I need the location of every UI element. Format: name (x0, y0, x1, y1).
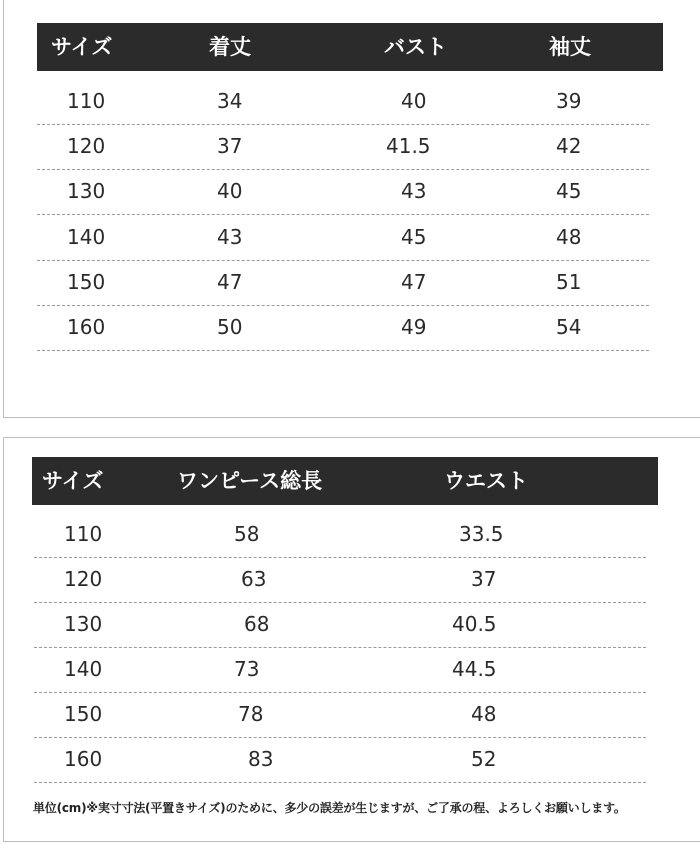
cell-length: 37 (217, 134, 243, 158)
cell-waist: 40.5 (452, 612, 497, 636)
cell-size: 110 (64, 522, 103, 546)
cell-size: 150 (64, 702, 103, 726)
cell-sleeve: 45 (556, 179, 582, 203)
table-row (37, 169, 649, 215)
cell-waist: 33.5 (459, 522, 504, 546)
measurement-note: 単位(cm)※実寸寸法(平置きサイズ)のために、多少の誤差が生じますが、ご了承の程、よろしくお願いします。 (33, 801, 626, 815)
cell-size: 120 (64, 567, 103, 591)
header-length: 着丈 (209, 35, 251, 59)
table-row (34, 737, 646, 783)
header-sleeve: 袖丈 (549, 35, 591, 59)
cell-size: 160 (67, 315, 106, 339)
table-row (37, 124, 649, 170)
cell-sleeve: 48 (556, 225, 582, 249)
cell-dress-length: 83 (248, 747, 274, 771)
cell-waist: 48 (471, 702, 497, 726)
cell-size: 150 (67, 270, 106, 294)
cell-size: 140 (64, 657, 103, 681)
cell-bust: 43 (401, 179, 427, 203)
cell-dress-length: 63 (241, 567, 267, 591)
cell-bust: 45 (401, 225, 427, 249)
cell-size: 120 (67, 134, 106, 158)
cell-sleeve: 39 (556, 89, 582, 113)
table-row (34, 512, 646, 558)
cell-sleeve: 51 (556, 270, 582, 294)
cell-sleeve: 54 (556, 315, 582, 339)
header-size: サイズ (42, 469, 104, 493)
cell-bust: 41.5 (386, 134, 431, 158)
table-row (37, 215, 649, 261)
cell-waist: 37 (471, 567, 497, 591)
cell-length: 34 (217, 89, 243, 113)
table-row (37, 305, 649, 351)
cell-size: 130 (67, 179, 106, 203)
cell-size: 130 (64, 612, 103, 636)
table-row (34, 602, 646, 648)
cell-length: 40 (217, 179, 243, 203)
table-row (37, 79, 649, 125)
table-row (34, 557, 646, 603)
cell-size: 160 (64, 747, 103, 771)
cell-dress-length: 78 (238, 702, 264, 726)
size-table-top-header (37, 23, 663, 71)
cell-size: 140 (67, 225, 106, 249)
cell-dress-length: 73 (234, 657, 260, 681)
cell-length: 43 (217, 225, 243, 249)
table-row (37, 260, 649, 306)
cell-dress-length: 68 (244, 612, 270, 636)
cell-length: 50 (217, 315, 243, 339)
header-bust: バスト (384, 35, 447, 59)
cell-dress-length: 58 (234, 522, 260, 546)
cell-waist: 44.5 (452, 657, 497, 681)
cell-bust: 40 (401, 89, 427, 113)
header-size: サイズ (51, 35, 113, 59)
cell-sleeve: 42 (556, 134, 582, 158)
size-table-top-panel (3, 0, 700, 418)
header-waist: ウエスト (444, 469, 528, 493)
table-row (34, 647, 646, 693)
table-row (34, 692, 646, 738)
cell-size: 110 (67, 89, 106, 113)
cell-bust: 47 (401, 270, 427, 294)
cell-waist: 52 (471, 747, 497, 771)
header-dress-length: ワンピース総長 (177, 469, 323, 493)
cell-bust: 49 (401, 315, 427, 339)
size-table-bottom-panel (3, 437, 700, 842)
size-table-bottom-header (32, 457, 658, 505)
cell-length: 47 (217, 270, 243, 294)
